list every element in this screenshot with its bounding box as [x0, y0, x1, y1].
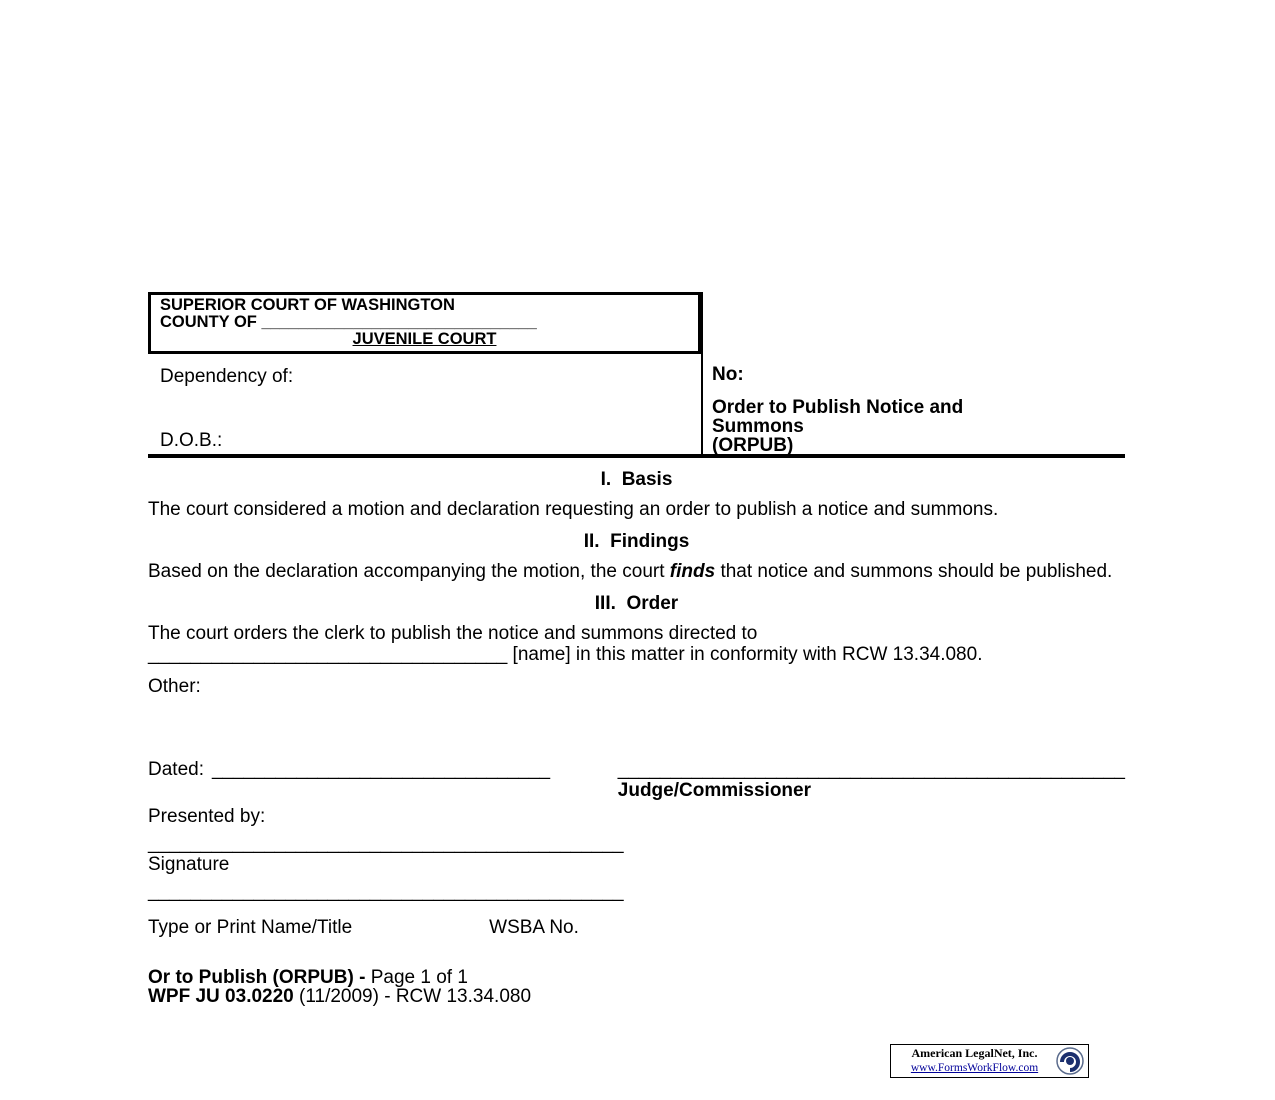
- dated-group: [148, 759, 550, 780]
- county-blank: ______________________________: [261, 313, 537, 331]
- order-text-line1: The court orders the clerk to publish the notice and summons directed to: [148, 623, 758, 644]
- name-blank: _____________________________________________: [148, 881, 624, 902]
- court-name: SUPERIOR COURT OF WASHINGTON: [160, 296, 455, 314]
- document-title: [712, 398, 1125, 455]
- form-footer-line1: [148, 968, 1125, 987]
- case-caption: [148, 292, 1125, 458]
- findings-text-pre: Based on the declaration accompanying the motion, the court: [148, 561, 670, 582]
- dated-blank: ________________________________: [211, 759, 551, 780]
- findings-emphasis: finds: [669, 561, 716, 582]
- form-name: Or to Publish (ORPUB) -: [148, 967, 371, 988]
- findings-text-post: that notice and summons should be published.: [715, 561, 1113, 582]
- dated-row: [148, 759, 1125, 801]
- document-title-line1: Order to Publish Notice and: [712, 397, 964, 418]
- basis-paragraph: The court considered a motion and declaration requesting an order to publish a notice and summons.: [148, 499, 999, 520]
- court-header-box: [148, 292, 701, 354]
- section-heading-basis: I. Basis: [600, 469, 673, 490]
- presented-by-label: Presented by:: [148, 806, 266, 827]
- signature-label: Signature: [148, 854, 230, 875]
- order-paragraph: [148, 623, 1125, 665]
- document-content: [148, 292, 1125, 1006]
- vendor-stamp: [890, 1044, 1089, 1078]
- findings-paragraph: [148, 561, 1125, 582]
- order-text-line2: [name] in this matter in conformity with RCW 13.34.080.: [507, 644, 983, 665]
- type-or-print-name-label: Type or Print Name/Title: [148, 917, 353, 938]
- signature-blank: _____________________________________________: [148, 833, 624, 854]
- wsba-no-label: WSBA No.: [489, 917, 579, 938]
- judge-commissioner-label: Judge/Commissioner: [617, 780, 811, 801]
- globe-swirl-logo-icon: [1056, 1047, 1084, 1075]
- document-title-line2: Summons: [712, 416, 804, 437]
- county-line: [160, 314, 689, 331]
- form-code-rest: (11/2009) - RCW 13.34.080: [293, 986, 532, 1007]
- section-heading-order: III. Order: [594, 593, 679, 614]
- section-heading-findings: II. Findings: [583, 531, 690, 552]
- dependency-of-label: Dependency of:: [160, 366, 294, 387]
- vendor-url[interactable]: www.FormsWorkFlow.com: [910, 1062, 1039, 1074]
- order-name-blank: __________________________________: [148, 644, 508, 665]
- county-label: COUNTY OF: [160, 313, 262, 331]
- judge-signature-blank: ________________________________________________: [617, 759, 1125, 780]
- dated-label: Dated:: [148, 759, 204, 780]
- form-footer: [148, 968, 1125, 1006]
- vendor-text: [895, 1047, 1054, 1075]
- caption-left-column: [148, 292, 703, 454]
- caption-right-column: [703, 292, 1125, 454]
- juvenile-court-label: JUVENILE COURT: [352, 330, 497, 348]
- other-label: Other:: [148, 676, 201, 697]
- form-code: WPF JU 03.0220: [148, 986, 294, 1007]
- case-number-label: No:: [712, 364, 744, 385]
- judge-signature-group: [618, 759, 1125, 801]
- vendor-name: American LegalNet, Inc.: [911, 1046, 1038, 1060]
- dob-label: D.O.B.:: [160, 430, 223, 451]
- form-footer-line2: [148, 987, 1125, 1006]
- name-labels-row: [148, 917, 1125, 938]
- document-title-line3: (ORPUB): [712, 435, 794, 456]
- page-info: Page 1 of 1: [370, 967, 468, 988]
